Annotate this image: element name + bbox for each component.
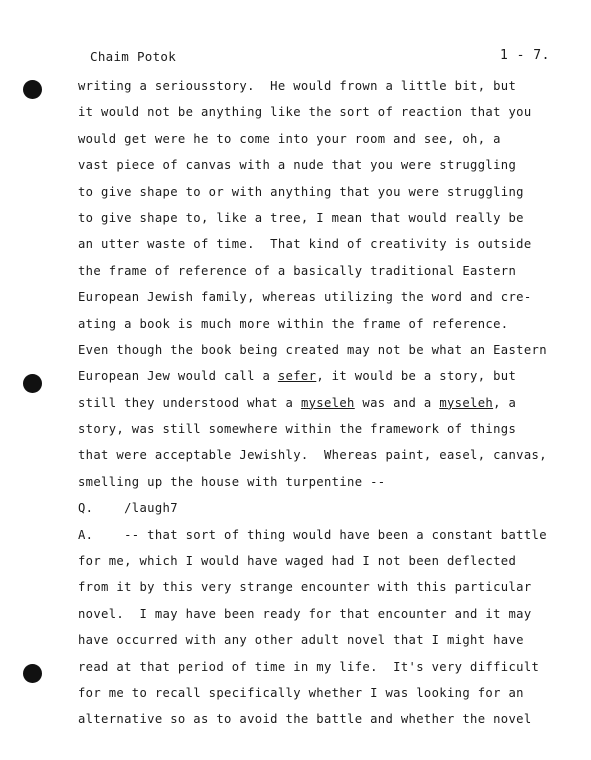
text-line bbox=[78, 341, 578, 367]
text-line bbox=[78, 605, 578, 631]
punch-hole-top bbox=[23, 80, 42, 99]
text-line bbox=[78, 446, 578, 472]
line-text: writing a seriousstory. He would frown a little bit, but bbox=[78, 79, 517, 93]
line-text: Even though the book being created may not be what an Eastern bbox=[78, 342, 547, 357]
line-text: the frame of reference of a basically traditional Eastern bbox=[78, 263, 517, 278]
text-line bbox=[78, 552, 578, 578]
line-text: A. -- that sort of thing would have been a constant battle bbox=[78, 527, 547, 542]
line-text: , a bbox=[493, 395, 517, 410]
text-line bbox=[78, 684, 578, 710]
punch-hole-bottom bbox=[23, 664, 42, 683]
line-text: was and a bbox=[354, 395, 440, 410]
line-text: , it would be a story, but bbox=[316, 369, 517, 384]
underlined-term: myseleh bbox=[439, 395, 494, 410]
text-line bbox=[78, 262, 578, 288]
line-text: that were acceptable Jewishly. Whereas paint, easel, canvas, bbox=[78, 448, 547, 463]
underlined-term: sefer bbox=[277, 369, 317, 384]
line-text: European Jew would call a bbox=[78, 369, 278, 384]
line-text: to give shape to, like a tree, I mean that would really be bbox=[78, 210, 524, 225]
line-text: it would not be anything like the sort of reaction that you bbox=[78, 105, 532, 120]
punch-hole-middle bbox=[23, 374, 42, 393]
transcript-body bbox=[78, 77, 578, 737]
text-line bbox=[78, 235, 578, 261]
text-line bbox=[78, 77, 578, 103]
line-text: for me to recall specifically whether I was looking for an bbox=[78, 685, 524, 700]
line-text: have occurred with any other adult novel that I might have bbox=[78, 633, 524, 648]
text-line bbox=[78, 209, 578, 235]
text-line bbox=[78, 130, 578, 156]
line-text: an utter waste of time. That kind of creativity is outside bbox=[78, 237, 532, 252]
text-line bbox=[78, 658, 578, 684]
line-text: ating a book is much more within the frame of reference. bbox=[78, 316, 509, 331]
text-line bbox=[78, 156, 578, 182]
text-line bbox=[78, 315, 578, 341]
header-author: Chaim Potok bbox=[90, 49, 177, 64]
text-line bbox=[78, 631, 578, 657]
line-text: vast piece of canvas with a nude that you were struggling bbox=[78, 158, 517, 173]
text-line bbox=[78, 367, 578, 393]
text-line bbox=[78, 710, 578, 736]
line-text: read at that period of time in my life. It's very difficult bbox=[78, 659, 540, 674]
line-text: Q. /laugh7 bbox=[78, 501, 178, 516]
underlined-term: myseleh bbox=[300, 395, 355, 410]
text-line bbox=[78, 394, 578, 420]
line-text: to give shape to or with anything that you were struggling bbox=[78, 184, 524, 199]
line-text: alternative so as to avoid the battle and whether the novel bbox=[78, 712, 532, 727]
line-text: story, was still somewhere within the framework of things bbox=[78, 422, 517, 437]
line-text: would get were he to come into your room and see, oh, a bbox=[78, 131, 501, 146]
line-text: European Jewish family, whereas utilizing the word and cre- bbox=[78, 290, 532, 305]
text-line bbox=[78, 473, 578, 499]
line-text: from it by this very strange encounter with this particular bbox=[78, 580, 532, 595]
text-line bbox=[78, 288, 578, 314]
text-line bbox=[78, 183, 578, 209]
line-text: for me, which I would have waged had I not been deflected bbox=[78, 554, 517, 569]
text-line bbox=[78, 578, 578, 604]
text-line bbox=[78, 499, 578, 525]
text-line bbox=[78, 103, 578, 129]
header-page-number: 1 - 7. bbox=[500, 48, 550, 63]
text-line bbox=[78, 526, 578, 552]
text-line bbox=[78, 420, 578, 446]
line-text: novel. I may have been ready for that encounter and it may bbox=[78, 606, 532, 621]
line-text: still they understood what a bbox=[78, 395, 301, 410]
line-text: smelling up the house with turpentine -- bbox=[78, 474, 386, 489]
